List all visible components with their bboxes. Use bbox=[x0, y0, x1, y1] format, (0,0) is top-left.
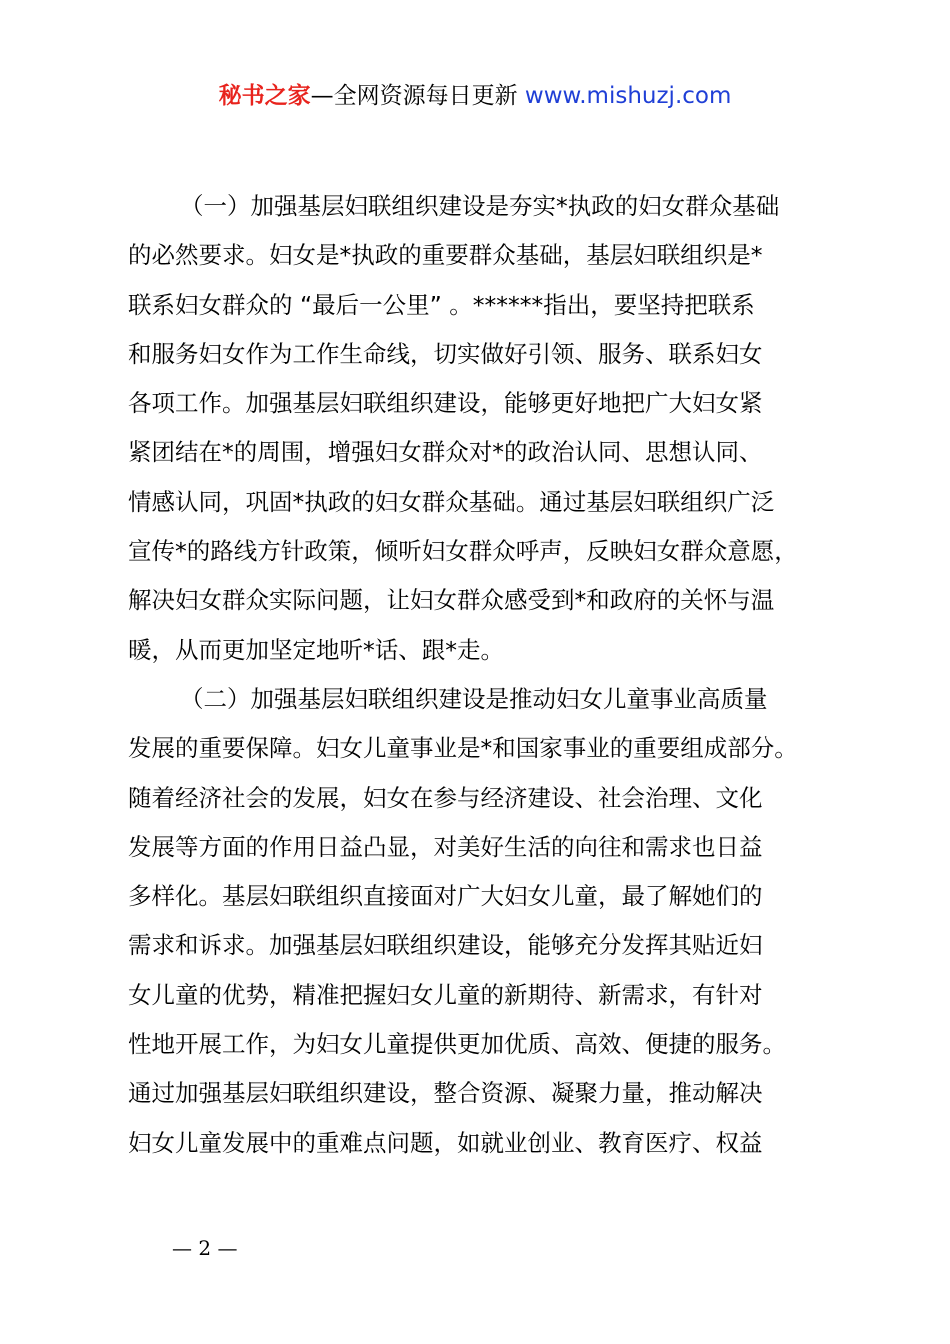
paragraph-1-line: 和服务妇女作为工作生命线，切实做好引领、服务、联系妇女 bbox=[128, 339, 763, 368]
paragraph-2-line: 女儿童的优势，精准把握妇女儿童的新期待、新需求，有针对 bbox=[128, 980, 763, 1009]
document-body bbox=[128, 182, 838, 1168]
paragraph-1-line: 联系妇女群众的 “最后一公里” 。******指出，要坚持把联系 bbox=[128, 290, 755, 319]
paragraph-1-line: 暖，从而更加坚定地听*话、跟*走。 bbox=[128, 635, 504, 664]
paragraph-1-line: 解决妇女群众实际问题，让妇女群众感受到*和政府的关怀与温 bbox=[128, 586, 775, 615]
paragraph-1-line: 宣传*的路线方针政策，倾听妇女群众呼声，反映妇女群众意愿， bbox=[128, 537, 798, 566]
header-tagline: —全网资源每日更新 bbox=[310, 83, 525, 109]
paragraph-2-line: 随着经济社会的发展，妇女在参与经济建设、社会治理、文化 bbox=[128, 783, 763, 812]
paragraph-2-line: 发展的重要保障。妇女儿童事业是*和国家事业的重要组成部分。 bbox=[128, 734, 798, 763]
paragraph-1-line: 紧团结在*的周围，增强妇女群众对*的政治认同、思想认同、 bbox=[128, 438, 763, 467]
paragraph-2-line: 性地开展工作，为妇女儿童提供更加优质、高效、便捷的服务。 bbox=[128, 1030, 786, 1059]
site-url: www.mishuzj.com bbox=[524, 83, 732, 109]
paragraph-2-line: （二）加强基层妇联组织建设是推动妇女儿童事业高质量 bbox=[180, 684, 768, 713]
paragraph-2-line: 需求和诉求。加强基层妇联组织建设，能够充分发挥其贴近妇 bbox=[128, 931, 763, 960]
paragraph-2-line: 妇女儿童发展中的重难点问题，如就业创业、教育医疗、权益 bbox=[128, 1128, 763, 1157]
paragraph-1-line: 情感认同，巩固*执政的妇女群众基础。通过基层妇联组织广泛 bbox=[128, 487, 775, 516]
paragraph-2-line: 通过加强基层妇联组织建设，整合资源、凝聚力量，推动解决 bbox=[128, 1079, 763, 1108]
brand-name: 秘书之家 bbox=[218, 83, 311, 109]
paragraph-1-line: 的必然要求。妇女是*执政的重要群众基础，基层妇联组织是* bbox=[128, 241, 763, 270]
paragraph-1-line: 各项工作。加强基层妇联组织建设，能够更好地把广大妇女紧 bbox=[128, 389, 763, 418]
paragraph-2-line: 多样化。基层妇联组织直接面对广大妇女儿童，最了解她们的 bbox=[128, 882, 763, 911]
paragraph-1-line: （一）加强基层妇联组织建设是夯实*执政的妇女群众基础 bbox=[180, 192, 780, 220]
paragraph-2-line: 发展等方面的作用日益凸显，对美好生活的向往和需求也日益 bbox=[128, 832, 763, 861]
page-header bbox=[0, 80, 950, 112]
page-number: — 2 — bbox=[172, 1236, 238, 1260]
